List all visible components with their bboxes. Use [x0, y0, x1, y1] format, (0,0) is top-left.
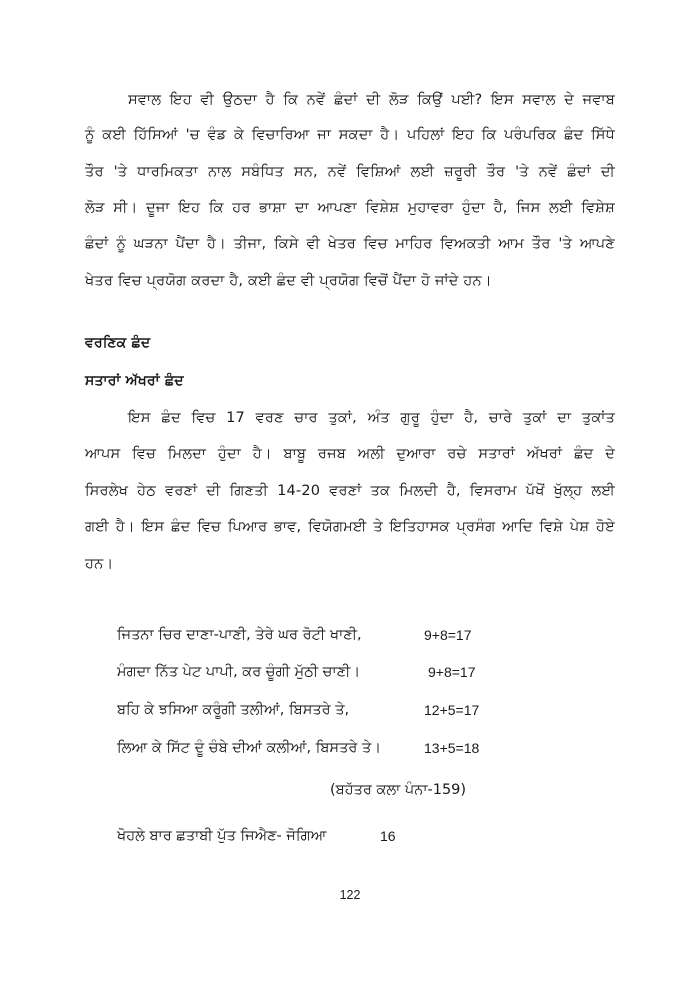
verse-count: 13+5=18: [424, 740, 480, 756]
verse-count: 12+5=17: [424, 702, 480, 718]
verse-count: 9+8=17: [424, 627, 472, 643]
citation: (ਬਹੱਤਰ ਕਲਾ ਪੰਨਾ-159): [330, 782, 467, 798]
verse-line: ਜਿਤਨਾ ਚਿਰ ਦਾਣਾ-ਪਾਣੀ, ਤੇਰੇ ਘਰ ਰੋਟੀ ਖਾਣੀ,: [117, 627, 362, 643]
verse-line: ਮੰਗਦਾ ਨਿੱਤ ਪੇਟ ਪਾਪੀ, ਕਰ ਚੂੰਗੀ ਮੁੱਠੀ ਚਾਣੀ।: [117, 664, 361, 680]
verse-line: ਬਹਿ ਕੇ ਝਸਿਆ ਕਰੂੰਗੀ ਤਲੀਆਂ, ਬਿਸਤਰੇ ਤੇ,: [117, 702, 350, 718]
paragraph-line: ਖੇਤਰ ਵਿਚ ਪ੍ਰਯੋਗ ਕਰਦਾ ਹੈ, ਕਈ ਛੰਦ ਵੀ ਪ੍ਰਯੋਗ ਵਿਚੋਂ ਪੈਂਦਾ ਹੋ ਜਾਂਦੇ ਹਨ।: [85, 273, 492, 289]
verse-line: ਖੋਹਲੇ ਬਾਰ ਛਤਾਬੀ ਪੁੱਤ ਜਿਐਣ- ਜੋਗਿਆ: [117, 828, 327, 844]
paragraph-line: ਸਿਰਲੇਖ ਹੇਠ ਵਰਣਾਂ ਦੀ ਗਿਣਤੀ 14-20 ਵਰਣਾਂ ਤਕ ਮਿਲਦੀ ਹੈ, ਵਿਸਰਾਮ ਪੱਖੋਂ ਖੁੱਲ੍ਹ ਲਈ: [85, 483, 615, 499]
paragraph-line: ਗਈ ਹੈ। ਇਸ ਛੰਦ ਵਿਚ ਪਿਆਰ ਭਾਵ, ਵਿਯੋਗਮਈ ਤੇ ਇਤਿਹਾਸਕ ਪ੍ਰਸੰਗ ਆਦਿ ਵਿਸ਼ੇ ਪੇਸ਼ ਹੋਏ: [85, 519, 615, 535]
subsection-heading: ਸਤਾਰਾਂ ਅੱਖਰਾਂ ਛੰਦ: [85, 373, 184, 389]
paragraph-line: ਸਵਾਲ ਇਹ ਵੀ ਉਠਦਾ ਹੈ ਕਿ ਨਵੇਂ ਛੰਦਾਂ ਦੀ ਲੋੜ ਕਿਉਂ ਪਈ? ਇਸ ਸਵਾਲ ਦੇ ਜਵਾਬ: [128, 92, 615, 108]
section-heading: ਵਰਣਿਕ ਛੰਦ: [85, 335, 151, 351]
paragraph-line: ਨੂੰ ਕਈ ਹਿੱਸਿਆਂ 'ਚ ਵੰਡ ਕੇ ਵਿਚਾਰਿਆ ਜਾ ਸਕਦਾ ਹੈ। ਪਹਿਲਾਂ ਇਹ ਕਿ ਪਰੰਪਰਿਕ ਛੰਦ ਸਿੱਧੇ: [85, 127, 615, 143]
paragraph-line: ਆਪਸ ਵਿਚ ਮਿਲਦਾ ਹੁੰਦਾ ਹੈ। ਬਾਬੂ ਰਜਬ ਅਲੀ ਦੁਆਰਾ ਰਚੇ ਸਤਾਰਾਂ ਅੱਖਰਾਂ ਛੰਦ ਦੇ: [85, 446, 615, 462]
verse-count: 16: [380, 828, 396, 844]
verse-count: 9+8=17: [428, 664, 476, 680]
paragraph-line: ਤੌਰ 'ਤੇ ਧਾਰਮਿਕਤਾ ਨਾਲ ਸਬੰਧਿਤ ਸਨ, ਨਵੇਂ ਵਿਸ਼ਿਆਂ ਲਈ ਜ਼ਰੂਰੀ ਤੌਰ 'ਤੇ ਨਵੇਂ ਛੰਦਾਂ ਦੀ: [85, 164, 615, 180]
verse-line: ਲਿਆ ਕੇ ਸਿੱਟ ਦੂੰ ਚੰਬੇ ਦੀਆਂ ਕਲੀਆਂ, ਬਿਸਤਰੇ ਤੇ।: [117, 740, 382, 756]
page-number: 122: [339, 888, 361, 902]
paragraph-line: ਇਸ ਛੰਦ ਵਿਚ 17 ਵਰਣ ਚਾਰ ਤੁਕਾਂ, ਅੰਤ ਗੁਰੂ ਹੁੰਦਾ ਹੈ, ਚਾਰੇ ਤੁਕਾਂ ਦਾ ਤੁਕਾਂਤ: [128, 410, 615, 426]
paragraph-line: ਛੰਦਾਂ ਨੂੰ ਘੜਨਾ ਪੈਂਦਾ ਹੈ। ਤੀਜਾ, ਕਿਸੇ ਵੀ ਖੇਤਰ ਵਿਚ ਮਾਹਿਰ ਵਿਅਕਤੀ ਆਮ ਤੌਰ 'ਤੇ ਆਪਣੇ: [85, 236, 615, 252]
paragraph-line: ਹਨ।: [85, 556, 114, 572]
paragraph-line: ਲੋੜ ਸੀ। ਦੂਜਾ ਇਹ ਕਿ ਹਰ ਭਾਸ਼ਾ ਦਾ ਆਪਣਾ ਵਿਸ਼ੇਸ਼ ਮੁਹਾਵਰਾ ਹੁੰਦਾ ਹੈ, ਜਿਸ ਲਈ ਵਿਸ਼ੇਸ਼: [85, 200, 615, 216]
